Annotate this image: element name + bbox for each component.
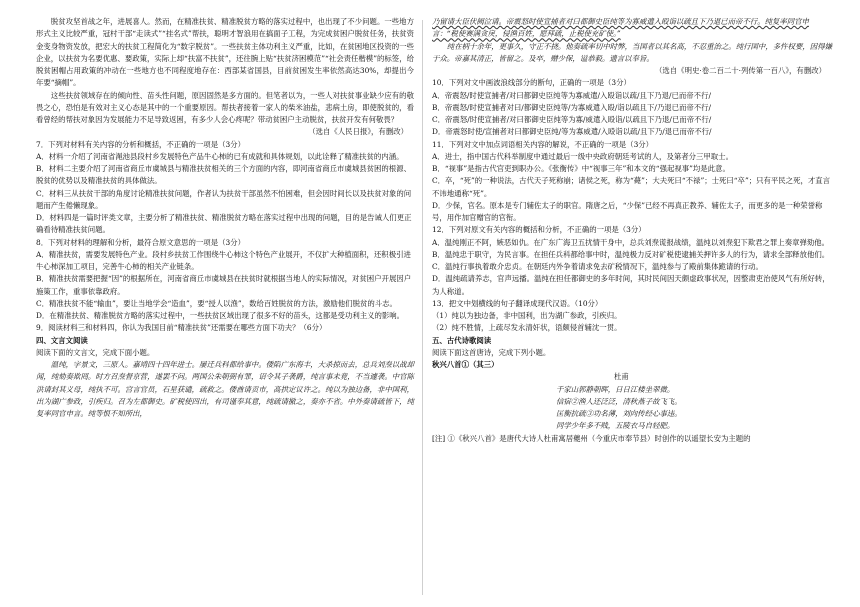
question-7-option-a: A．材料一介绍了河南省渑池县段村乡发展特色产品牛心柿的已有成就和具体规划，以此诠释了精准扶贫的内涵。 [36,151,404,161]
question-8: 8．下列对材料的理解和分析，最符合原文意思的一项是（3分） [36,237,245,247]
question-12-option-c: C．温纯行事执着敢介忠贞。在朝廷内外争着请求免去矿税情况下，温纯参与了殿前集体跪请的行动。 [432,262,763,271]
left-column [36,16,414,420]
question-11-option-c: C．卒，“死”的一种说法，古代天子死称崩；诸侯之死，称为“薨”；大夫死曰“不禄”；士死曰“卒”；只有平民之死，才直言不讳地通称“死”。 [432,176,831,198]
question-10-option-a: A．帝震怒/时使宣捕者/对曰都御史臣纯等为寡威遣/入殴诣以疏/且下乃退/已而帝不行/ [432,90,711,100]
passage2-continuation: 乃留请大臣伏阙泣请。帝震怒时使宣捕者对曰都御史臣纯等为寡威遣入殴诣以疏且下乃退已而帝不行。纯复率同官申言：“税使赛满贪戾，侵渔百姓，愿拜疏，止税使充矿使。” [432,17,809,39]
poem-line: 千家山郭静朝晖，日日江楼坐翠微。 [556,384,675,394]
question-7: 7．下列对材料有关内容的分析和概括，不正确的一项是（3分） [36,139,245,149]
passage1-source: （选自《人民日报》，有删改） [308,127,408,137]
question-11: 11．下列对文中加点词语相关内容的解说，不正确的一项是（3分） [432,139,654,149]
passage2-paragraph: 温纯，字景文，三原人。嘉靖四十四年进士。屡迁兵科都给事中。倭陷广东海丰，大杀掠而去，总兵刘焘以战却闻，纯劾奏欺罔。时方召焘督京营，遂罢不问。两国公朱朝弼有罪，诏令其子袭爵，纯言事未竟，不当遽袭。中官陈洪请封其义母，纯执不可。宫言官员，石星获谴，疏救之。倭酋请贡市，高拱定议许之。纯以为独边备，非中国利，出为湖广参政，引疾归。召为左都御史。矿税使四出，有司谨奉其意，纯疏请撤之，奏亦不省。中外奏请疏皆下，纯复率同官申言。纯等恨不知所出， [36,360,414,418]
question-10: 10．下列对文中画波浪线部分的断句，正确的一项是（3分） [432,78,631,88]
question-12: 12．下列对原文有关内容的概括和分析，不正确的一项是（3分） [432,225,646,235]
passage1-paragraph: 这些扶贫领域存在的倾向性、苗头性问题，原因固然是多方面的。但笔者以为，一些人对扶贫事业缺少应有的敬畏之心，恐怕是有效对主义心态是其中的一个重要原因。帮扶者接着一家人的柴米油盐，悲病土房，即使脱贫的，看看曾经的帮扶对象因为发展能力不足导致返困，有多少人会心疼呢？带动贫困户主动脱贫，扶贫开发有何敬畏？ [36,90,414,124]
question-7-option-c: C．材料三从扶贫干部的角度讨论精准扶贫问题，作者认为扶贫干部虽然不怕困难，但会因时间长以及扶贫对象的问题而产生倦懒现象。 [36,188,412,210]
question-13-item-2: （2）纯不胜情，上疏尽发永清奸状，语颇侵首辅沈一贯。 [432,323,622,333]
question-12-option-d: D．温纯疏请养志，官声远播。温纯在担任都御史的多年时间，其时民间因天颇虚政事状况，因整肃吏治使风气有所好转，为人称道。 [432,274,830,296]
section-5-intro: 阅读下面这首唐诗，完成下列小题。 [432,347,551,357]
question-11-option-b: B．“视事”是指古代官吏到职办公。《张衡传》中“视事三年”和本文的“强起视事”均是此意。 [432,164,730,173]
poem-heading: 秋兴八首①（其三） [432,360,499,369]
passage1-paragraph: 脱贫攻坚首战之年，进展喜人。然而，在精准扶贫、精准脱贫方略的落实过程中，也出现了不少问题。一些地方形式主义比较严重，冠村干部“走读式”“挂名式”帮扶，聪明才智浪用在搞面子工程，为完成贫困户脱贫任务，扶贫资金变身物资发放，把宏大的扶贫工程简化为“数字脱贫”。一些扶贫主体功利主义严重，比如，在贫困地区投资的一些企业，以扶贫为名要优惠、要政策，实际上却“扶富不扶贫”，还往腕上贴“扶贫济困模范”“社会责任楷模”的标签，给脱贫困帽占用政策的冲动在一些地方也不同程度地存在：西部某省国县，目前贫困发生率依然高达30%，却提出今年要“摘帽”。 [36,17,414,88]
question-8-option-b: B．精准扶贫需要把握“因”的根据所在，河南省商丘市虞城县在扶贫时就根据当地人的实际情况，对贫困户开展因户施策工作，重事依靠政府。 [36,274,412,296]
question-13-item-1: （1）纯以为独边备，非中国利，出为湖广参政，引疾归。 [432,311,622,320]
poem-block [432,371,832,432]
section-5-heading: 五、古代诗歌阅读 [432,335,492,345]
poem-line: 信宿②渔人还泛泛，清秋燕子故飞飞。 [556,396,682,406]
question-11-option-d: D．少保，官名。原本是专门辅佐太子的职官。隋唐之后，“少保”已经不再真正教养、辅佐太子，而更多的是一种荣誉称号，用作加官赠官的官衔。 [432,200,823,222]
section-4-intro: 阅读下面的文言文，完成下面小题。 [36,347,155,357]
question-8-option-c: C．精准扶贫不能“输血”，要让当地学会“造血”，要“授人以渔”，数给百姓脱贫的方法，激励他们脱贫的斗志。 [36,298,397,308]
poem-line: 同学少年多不贱，五陵衣马自轻肥。 [556,421,675,431]
question-10-option-c: C．帝震怒/时使宣捕者/对曰都御史臣纯等为寡/威遣入殴诣/以疏且下乃退/已而帝不行/ [432,115,712,124]
poem-note: [注] ①《秋兴八首》是唐代大诗人杜甫寓居夔州（今重庆市奉节县）时创作的以遥望长安为主题的 [432,433,751,443]
question-9: 9．阅读材料三和材料四，你认为我国目前“精准扶贫”还需要在哪些方面下功夫？（6分） [36,323,327,333]
poem-author: 杜甫 [614,372,629,382]
question-7-option-d: D．材料四是一篇时评类文章，主要分析了精准扶贫、精准脱贫方略在落实过程中出现的问题，目的是告诫人们更正确看待精准扶贫问题。 [36,213,412,235]
question-11-option-a: A．进士，指中国古代科举制度中通过最后一级中央政府朝廷考试的人，及第者分三甲取士。 [432,151,733,161]
right-column [432,16,832,445]
question-10-option-b: B．帝震怒/时使宣捕者对曰/都御史臣纯等/为寡威遣入殴/诣以疏且下/乃退已而帝不行/ [432,102,712,112]
poem-line: 匡衡抗疏③功名薄，刘向传经心事违。 [556,409,682,418]
question-8-option-d: D．在精准扶贫、精准脱贫方略的落实过程中，一些扶贫区域出现了很多不好的苗头，这都是受功利主义的影响。 [36,311,405,320]
section-4-heading: 四、文言文阅读 [36,335,88,345]
question-10-option-d: D．帝震怒时使/宣捕者对曰都御史臣纯/等为寡威遣/入殴诣以疏/且下乃/退已而帝不行/ [432,127,712,137]
passage2-paragraph: 纯在柄十余年，更事久，守正不挠。他奏疏率切中时弊，当国者以其名高，不忍重治之。纯行国中，多忤权要，因得嫌于众。帝嘉其清正，皆留之。及卒，赠少保，谥恭毅。遗言以奉旨。 [432,41,832,63]
question-12-option-a: A．温纯刚正不阿，嫉恶如仇。在广东广海卫五扰情干身中，总兵刘焘谎报战绩，温纯以刘焘犯下欺君之罪上奏章弹劾他。 [432,237,830,247]
question-8-option-a: A．精准扶贫，需要发展特色产业。段村乡扶贫工作围绕牛心柿这个特色产业展开，不仅扩大种植面积，还积极引进牛心柿深加工项目，完善牛心柿的相关产业链条。 [36,249,411,271]
question-12-option-b: B．温纯忠于职守，为民言事。在担任兵科都给事中时，温纯极力反对矿税使逮捕关押许多人的行为，请求全部释放他们。 [432,249,830,259]
column-divider [422,20,423,595]
question-13: 13．把文中划横线的句子翻译成现代汉语。（10分） [432,298,603,308]
passage2-source: （选自《明史·卷二百二十·列传第一百八》，有删改） [655,66,826,75]
question-7-option-b: B．材料二主要介绍了河南省商丘市虞城县与精准扶贫相关的三个方面的内容，即河南省商丘市虞城县贫困的根源、脱贫的优势以及精准扶贫的具体做法。 [36,164,411,186]
